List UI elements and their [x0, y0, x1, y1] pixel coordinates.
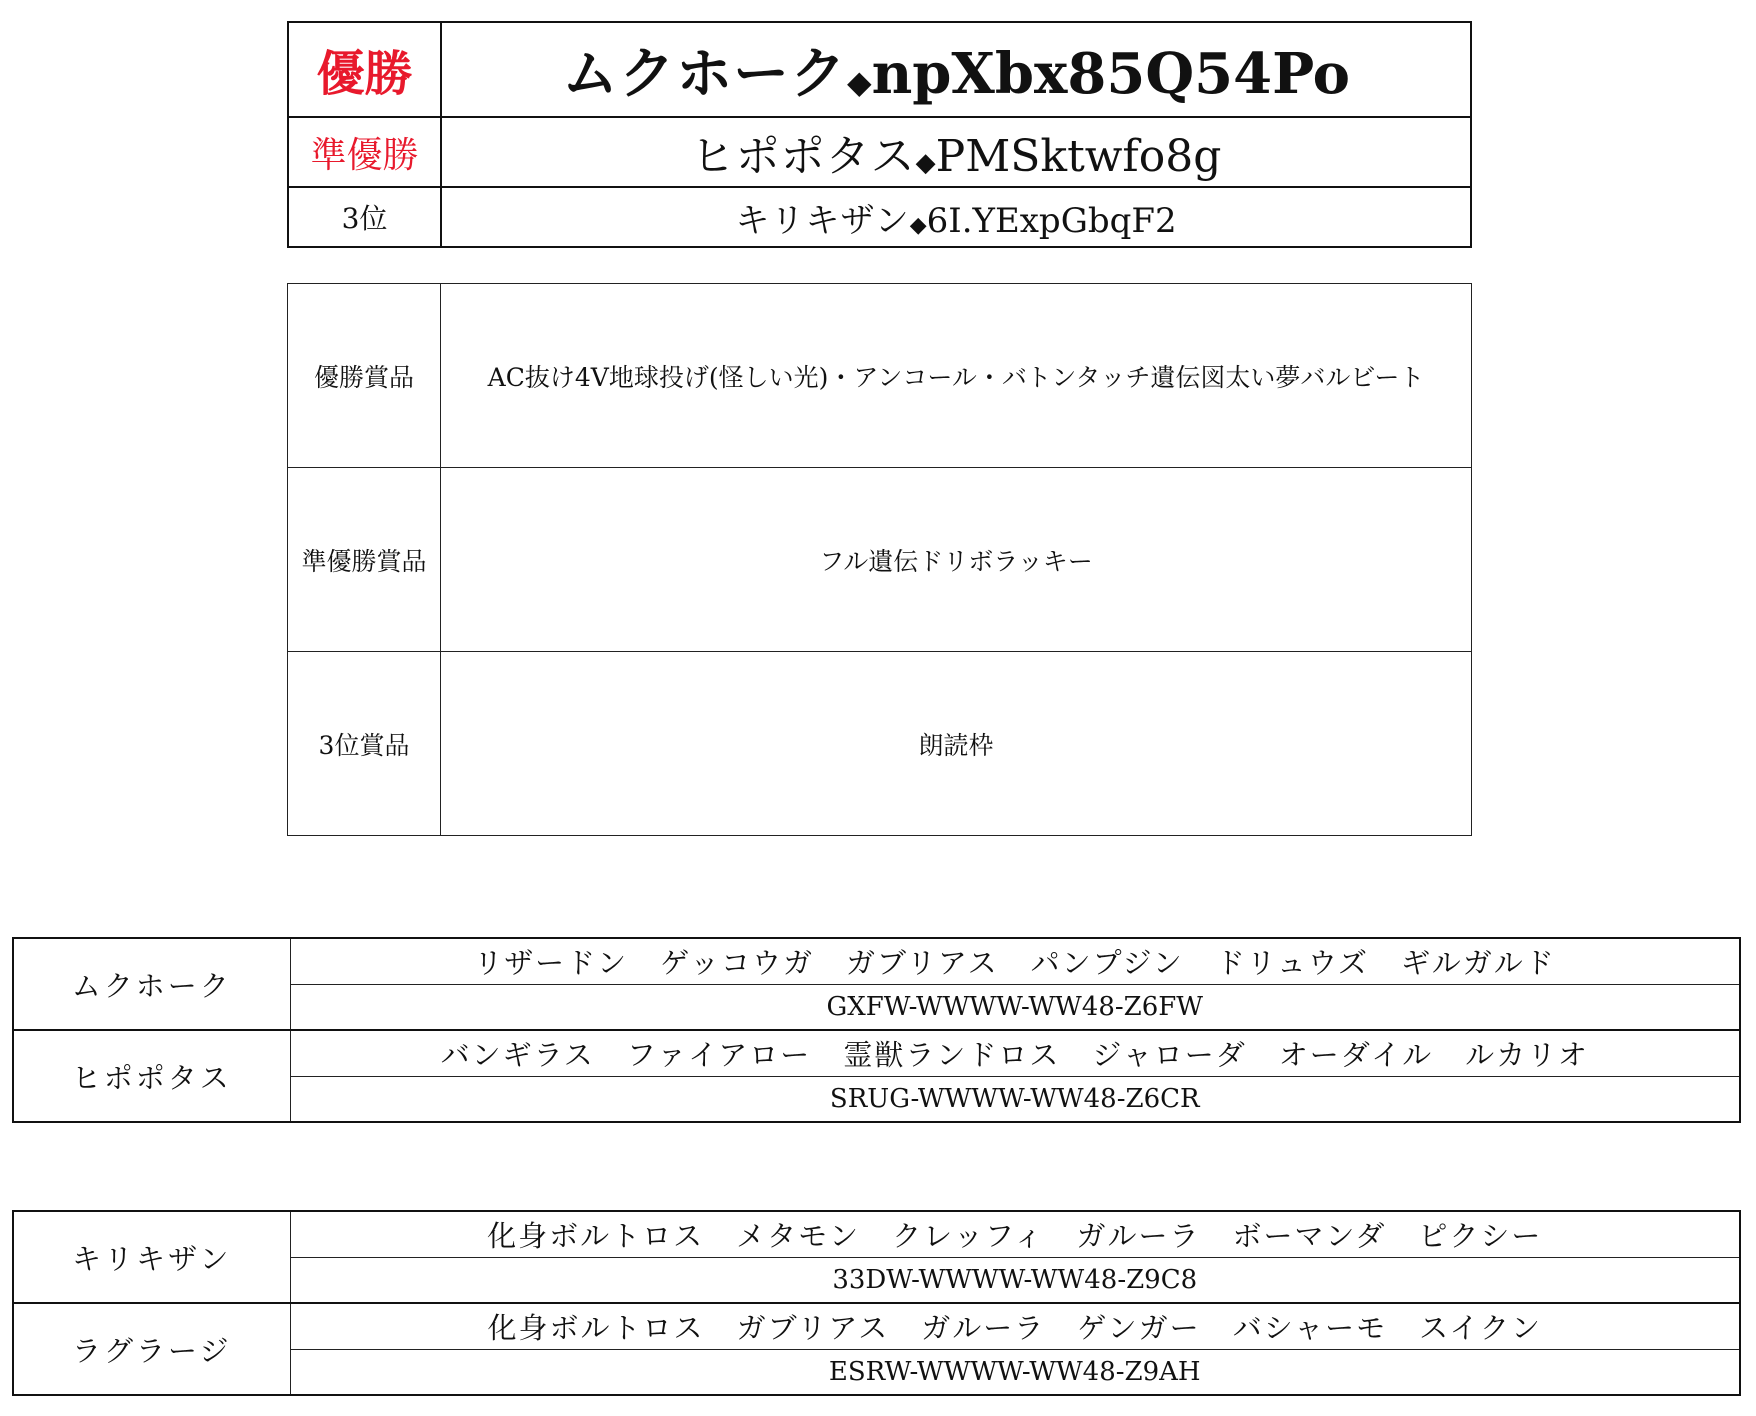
finalist-teams-table: [12, 937, 1741, 1123]
pokemon-name: パンプジン: [1030, 945, 1184, 980]
diamond-icon: ◆: [915, 148, 936, 178]
team-pokemon-list: [290, 1303, 1740, 1349]
third-place-trip-id: 6I.YExpGbqF2: [926, 200, 1177, 241]
pokemon-name: ガブリアス: [736, 1310, 890, 1345]
winner-cell: [441, 22, 1471, 117]
prize-label: 優勝賞品: [288, 284, 441, 468]
team-player-name: ムクホーク: [13, 938, 290, 1030]
prize-value: 朗読枠: [441, 652, 1472, 836]
pokemon-name: リザードン: [473, 945, 629, 980]
placement-label-3rd: 3位: [288, 187, 441, 247]
team-row: [13, 1030, 1740, 1076]
third-place-cell: [441, 187, 1471, 247]
placement-label-2nd: 準優勝: [288, 117, 441, 187]
team-code: ESRW-WWWW-WW48-Z9AH: [290, 1349, 1740, 1395]
pokemon-name: ピクシー: [1418, 1218, 1543, 1253]
pokemon-name: ドリュウズ: [1215, 945, 1370, 980]
runner-up-trip-id: PMSktwfo8g: [935, 131, 1222, 182]
team-pokemon-list: [290, 938, 1740, 984]
diamond-icon: ◆: [909, 212, 927, 238]
pokemon-name: ガルーラ: [921, 1310, 1046, 1345]
prizes-table: [287, 283, 1472, 836]
pokemon-name: ゲッコウガ: [660, 945, 814, 980]
results-table: [287, 21, 1472, 248]
results-row-2nd: [288, 117, 1471, 187]
team-code: GXFW-WWWW-WW48-Z6FW: [290, 984, 1740, 1030]
pokemon-name: ゲンガー: [1077, 1310, 1201, 1345]
team-pokemon-list: [290, 1030, 1740, 1076]
team-player-name: ラグラージ: [13, 1303, 290, 1395]
runner-up-cell: [441, 117, 1471, 187]
team-row: [13, 938, 1740, 984]
diamond-icon: ◆: [846, 62, 872, 101]
prize-row-1st: [288, 284, 1472, 468]
placement-label-1st: 優勝: [288, 22, 441, 117]
team-row: [13, 1211, 1740, 1257]
prize-row-3rd: [288, 652, 1472, 836]
prize-value: AC抜け4V地球投げ(怪しい光)・アンコール・バトンタッチ遺伝図太い夢バルビート: [441, 284, 1472, 468]
team-row: [13, 1303, 1740, 1349]
prize-row-2nd: [288, 468, 1472, 652]
team-code: 33DW-WWWW-WW48-Z9C8: [290, 1257, 1740, 1303]
runner-up-name: ヒポポタス: [690, 131, 916, 182]
pokemon-name: 化身ボルトロス: [487, 1218, 705, 1253]
pokemon-name: 霊獣ランドロス: [843, 1037, 1061, 1072]
team-pokemon-list: [290, 1211, 1740, 1257]
prize-value: フル遺伝ドリボラッキー: [441, 468, 1472, 652]
pokemon-name: クレッフィ: [892, 1218, 1045, 1253]
pokemon-name: バシャーモ: [1232, 1310, 1388, 1345]
prize-label: 準優勝賞品: [288, 468, 441, 652]
pokemon-name: 化身ボルトロス: [487, 1310, 705, 1345]
third-place-name: キリキザン: [735, 200, 910, 241]
pokemon-name: メタモン: [736, 1218, 861, 1253]
pokemon-name: ギルガルド: [1401, 945, 1556, 980]
team-code: SRUG-WWWW-WW48-Z6CR: [290, 1076, 1740, 1122]
pokemon-name: スイクン: [1419, 1310, 1542, 1345]
results-row-1st: [288, 22, 1471, 117]
prize-label: 3位賞品: [288, 652, 441, 836]
winner-name: ムクホーク: [561, 40, 847, 107]
pokemon-name: ボーマンダ: [1232, 1218, 1387, 1253]
pokemon-name: バンギラス: [440, 1037, 595, 1072]
team-player-name: キリキザン: [13, 1211, 290, 1303]
team-player-name: ヒポポタス: [13, 1030, 290, 1122]
pokemon-name: ガブリアス: [845, 945, 999, 980]
pokemon-name: ジャローダ: [1092, 1037, 1247, 1072]
pokemon-name: ルカリオ: [1465, 1037, 1589, 1072]
results-row-3rd: [288, 187, 1471, 247]
pokemon-name: オーダイル: [1278, 1037, 1434, 1072]
pokemon-name: ファイアロー: [626, 1037, 812, 1072]
pokemon-name: ガルーラ: [1076, 1218, 1201, 1253]
other-teams-table: [12, 1210, 1741, 1396]
winner-trip-id: npXbx85Q54Po: [871, 40, 1351, 107]
